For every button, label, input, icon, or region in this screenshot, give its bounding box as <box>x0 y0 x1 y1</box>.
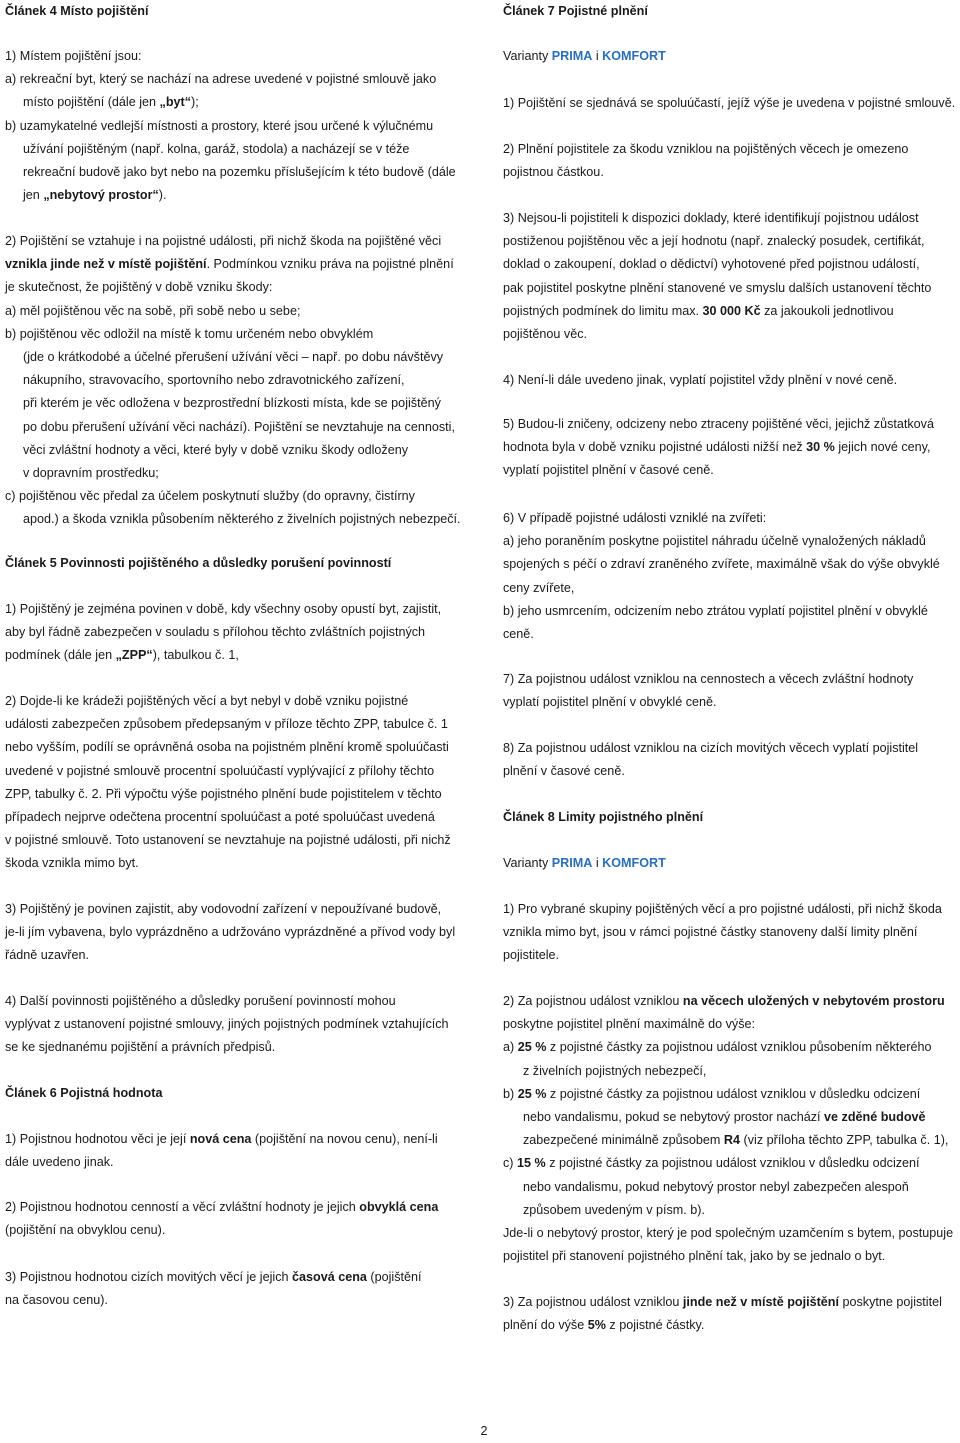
text-line <box>503 1106 959 1129</box>
text-line: b) uzamykatelné vedlejší místnosti a prostory, které jsou určené k výlučnému <box>5 118 434 133</box>
text-line: na časovou cenu). <box>5 1293 108 1308</box>
text-line <box>503 300 959 323</box>
term-jinde: vznikla jinde než v místě pojištění <box>5 257 207 272</box>
limit-percent: 5% <box>587 1318 606 1333</box>
list-item-a <box>503 530 959 600</box>
list-marker: c) <box>503 1156 517 1171</box>
text-line: pojistitele. <box>503 948 560 963</box>
variants-label: Varianty <box>503 856 552 870</box>
text-line: 2) Dojde-li ke krádeži pojištěných věcí a byt nebyl v době vzniku pojistné <box>5 694 409 708</box>
text-line: vyplývat z ustanovení pojistné smlouvy, jiných pojistných podmínek vztahujících <box>5 1017 449 1032</box>
article-8-paragraph-3 <box>503 1291 959 1337</box>
text-line: 6) V případě pojistné události vzniklé na zvířeti: <box>503 511 767 525</box>
text-line: spojených s péčí o zdraví zraněného zvířete, maximálně však do výše obvyklé <box>503 557 940 572</box>
text-line: pojistitel při stanovení pojistného plnění tak, jako by se jednalo o byt. <box>503 1249 886 1264</box>
text-line <box>5 1128 471 1151</box>
text-line: plnění do výše <box>503 1318 588 1333</box>
article-5-paragraph-4 <box>5 990 471 1060</box>
text-line <box>503 1129 959 1152</box>
limit-percent: 15 % <box>517 1156 546 1171</box>
text-line: 4) Další povinnosti pojištěného a důsledky porušení povinností mohou <box>5 994 396 1008</box>
article-4-paragraph-2 <box>5 230 471 532</box>
text-line: vyplatí pojistitel plnění v obvyklé ceně. <box>503 695 717 710</box>
text-line: z živelních pojistných nebezpečí, <box>523 1063 707 1078</box>
text-line: a) jeho poraněním poskytne pojistitel náhradu účelně vynaložených nákladů <box>503 534 926 549</box>
text-line: doklad o zakoupení, doklad o dědictví) vyhotovené před pojistnou událostí, <box>503 257 920 272</box>
text-line: ceně. <box>503 627 534 642</box>
list-item-a <box>503 1036 959 1059</box>
term-zdena-budova: ve zděné budově <box>824 1110 926 1125</box>
text-line: nebo vyšším, podílí se oprávněná osoba na pojistném plnění kromě spoluúčasti <box>5 740 449 755</box>
text-line: Jde-li o nebytový prostor, který je pod společným uzamčením s bytem, postupuje <box>503 1226 954 1241</box>
article-6-paragraph-2 <box>5 1196 471 1242</box>
article-7-paragraph-7 <box>503 668 959 714</box>
text-line: rekreační budově jako byt nebo na pozemku příslušejícím k této budově (dále <box>23 165 456 180</box>
term-obvykla-cena: obvyklá cena <box>359 1200 439 1214</box>
article-6-paragraph-3 <box>5 1266 471 1312</box>
term-nebytovy-prostor: „nebytový prostor“ <box>43 188 159 203</box>
article-7-paragraph-6 <box>503 507 959 646</box>
article-4 <box>5 0 471 23</box>
text-line: z pojistné částky za pojistnou událost vzniklou v důsledku odcizení <box>545 1156 920 1171</box>
article-4-heading: Článek 4 Místo pojištění <box>5 4 149 18</box>
text-line: se ke sjednanému pojištění a právních předpisů. <box>5 1040 276 1055</box>
variants-conjunction: i <box>592 49 603 63</box>
article-8-variants <box>503 852 959 875</box>
text-line: 1) Pojištění se sjednává se spoluúčastí, jejíž výše je uvedena v pojistné smlouvě. <box>503 96 956 110</box>
article-5-paragraph-2 <box>5 690 471 876</box>
text-line: 3) Za pojistnou událost vzniklou <box>503 1295 683 1309</box>
text-line: nákupního, stravovacího, sportovního nebo zdravotnického zařízení, <box>23 373 405 388</box>
variants-conjunction: i <box>592 856 603 870</box>
text-line: v pojistné smlouvě. Toto ustanovení se nevztahuje na pojistné události, při nichž <box>5 833 451 848</box>
text-line: pojistných podmínek do limitu max. <box>503 303 703 318</box>
text-line: nebo vandalismu, pokud nebytový prostor nebyl zabezpečen alespoň <box>523 1179 909 1194</box>
term-r4: R4 <box>723 1133 741 1148</box>
text-line: 3) Pojistnou hodnotou cizích movitých věcí je jejich <box>5 1270 292 1284</box>
text-line: (jde o krátkodobé a účelné přerušení užívání věci – např. po dobu návštěvy <box>23 350 444 365</box>
text-line <box>5 644 471 667</box>
text-line: řádně uzavřen. <box>5 948 90 963</box>
article-8-paragraph-1 <box>503 898 959 968</box>
article-7 <box>503 0 959 23</box>
term-byt: „byt“ <box>159 95 191 110</box>
text-line: případech nejprve odečtena procentní spoluúčast a poté spoluúčast uvedená <box>5 810 435 825</box>
list-marker: a) <box>503 1040 518 1055</box>
text-line: 2) Za pojistnou událost vzniklou <box>503 994 683 1008</box>
term-casova-cena: časová cena <box>292 1270 367 1284</box>
article-6 <box>5 1082 471 1105</box>
page-number: 2 <box>480 1424 488 1438</box>
text-line: nebo vandalismu, pokud se nebytový prostor nachází <box>523 1110 825 1125</box>
text-line: 2) Plnění pojistitele za škodu vzniklou na pojištěných věcech je omezeno <box>503 142 909 156</box>
text-line: uvedené v pojistné smlouvě procentní spoluúčastí vyplývající z přílohy těchto <box>5 763 435 778</box>
text-line: 1) Pro vybrané skupiny pojištěných věcí a pro pojistné události, při nichž škoda <box>503 902 942 916</box>
article-8 <box>503 806 959 829</box>
list-marker: b) <box>503 1086 518 1101</box>
text-line: 2) Pojištění se vztahuje i na pojistné události, při nichž škoda na pojištěné věci <box>5 234 442 248</box>
article-5-paragraph-1 <box>5 598 471 668</box>
list-item-a: a) měl pojištěnou věc na sobě, při sobě nebo u sebe; <box>5 303 301 318</box>
list-item-b <box>503 1083 959 1106</box>
text-line: a) rekreační byt, který se nachází na adrese uvedené v pojistné smlouvě jako <box>5 72 437 87</box>
article-7-variants <box>503 45 959 68</box>
limit-percent: 25 % <box>517 1040 547 1055</box>
article-7-heading: Článek 7 Pojistné plnění <box>503 4 648 18</box>
text-line <box>503 990 959 1013</box>
article-7-paragraph-4 <box>503 369 959 392</box>
text-line: události zabezpečen způsobem předepsaným v příloze těchto ZPP, tabulce č. 1 <box>5 717 448 732</box>
text-line: věci zvláštní hodnoty a věci, které byly v době vzniku škody odloženy <box>23 442 409 457</box>
variant-komfort: KOMFORT <box>602 49 666 63</box>
text-line: poskytne pojistitel plnění maximálně do výše: <box>503 1017 756 1032</box>
text-line: jen <box>23 188 44 203</box>
list-item-b <box>503 600 959 646</box>
variants-label: Varianty <box>503 49 552 63</box>
text-line: c) pojištěnou věc předal za účelem poskytnutí služby (do opravny, čistírny <box>5 489 415 504</box>
text-line <box>503 1291 959 1314</box>
text-line: 8) Za pojistnou událost vzniklou na cizích movitých věcech vyplatí pojistitel <box>503 741 919 755</box>
variant-komfort: KOMFORT <box>602 856 666 870</box>
text-line: 3) Pojištěný je povinen zajistit, aby vodovodní zařízení v nepoužívané budově, <box>5 902 442 916</box>
article-8-heading: Článek 8 Limity pojistného plnění <box>503 810 704 824</box>
variant-prima: PRIMA <box>551 856 593 870</box>
text-line: ceny zvířete, <box>503 580 575 595</box>
text-line: je skutečnost, že pojištěný v době vzniku škody: <box>5 280 273 295</box>
text-line: podmínek (dále jen <box>5 648 116 663</box>
list-item-b <box>5 323 471 485</box>
text-line: b) jeho usmrcením, odcizením nebo ztrátou vyplatí pojistitel plnění v obvyklé <box>503 603 928 618</box>
text-line: 1) Pojistnou hodnotou věci je její <box>5 1132 190 1146</box>
limit-percent: 25 % <box>517 1086 547 1101</box>
article-6-paragraph-1 <box>5 1128 471 1174</box>
text-line <box>5 1266 471 1289</box>
term-jinde: jinde než v místě pojištění <box>682 1295 839 1309</box>
text-line: vznikla mimo byt, jsou v rámci pojistné částky stanoveny další limity plnění <box>503 925 918 940</box>
text-line: aby byl řádně zabezpečen v souladu s přílohou těchto zvláštních pojistných <box>5 625 426 640</box>
text-line: 1) Pojištěný je zejména povinen v době, kdy všechny osoby opustí byt, zajistit, <box>5 602 442 616</box>
list-item-c <box>503 1152 959 1175</box>
list-item-a <box>5 68 471 114</box>
text-line: z pojistné částky. <box>605 1318 705 1333</box>
text-line: škoda vznikla mimo byt. <box>5 856 139 871</box>
text-line: za jakoukoli jednotlivou <box>760 303 894 318</box>
article-6-heading: Článek 6 Pojistná hodnota <box>5 1086 163 1100</box>
text-line: z pojistné částky za pojistnou událost vzniklou působením některého <box>546 1040 932 1055</box>
article-8-paragraph-2 <box>503 990 959 1268</box>
variant-prima: PRIMA <box>551 49 593 63</box>
article-5 <box>5 552 471 575</box>
article-7-paragraph-8 <box>503 737 959 783</box>
text-line <box>5 253 471 276</box>
article-7-paragraph-1 <box>503 92 959 115</box>
text-line: jejich nové ceny, <box>834 440 931 455</box>
text-line <box>5 1196 471 1219</box>
article-5-heading: Článek 5 Povinnosti pojištěného a důsledky porušení povinností <box>5 556 392 570</box>
text-line: (pojištění na obvyklou cenu). <box>5 1223 166 1238</box>
threshold-percent: 30 % <box>806 440 835 455</box>
text-line: postiženou pojištěnou věc a její hodnotu (např. znalecký posudek, certifikát, <box>503 234 925 249</box>
term-nebytovy-prostor: na věcech uložených v nebytovém prostoru <box>682 994 945 1008</box>
text-line: ), tabulkou č. 1, <box>152 648 239 663</box>
article-7-paragraph-2 <box>503 138 959 184</box>
text-line: při kterém je věc odložena v bezprostřední blízkosti místa, kde se pojištěný <box>23 396 441 411</box>
text-line: b) pojištěnou věc odložil na místě k tomu určeném nebo obvyklém <box>5 326 374 341</box>
text-line: po dobu přerušení užívání věci nachází). Pojištění se nevztahuje na cennosti, <box>23 419 455 434</box>
text-line: ); <box>191 95 199 110</box>
text-line: ). <box>158 188 167 203</box>
article-7-paragraph-3 <box>503 207 959 346</box>
text-line: (pojištění na novou cenu), není-li <box>251 1132 438 1146</box>
text-line: . Podmínkou vzniku práva na pojistné plnění <box>206 257 454 272</box>
text-line: 5) Budou-li zničeny, odcizeny nebo ztraceny pojištěné věci, jejichž zůstatková <box>503 417 934 431</box>
text-line: je-li jím vybavena, bylo vyprázdněno a udržováno vyprázdněné a přívod vody byl <box>5 925 456 940</box>
text-line: vyplatí pojistitel plnění v časové ceně. <box>503 463 714 478</box>
text-line: poskytne pojistitel <box>838 1295 942 1309</box>
text-line: 1) Místem pojištění jsou: <box>5 49 142 63</box>
variants-line <box>503 852 959 875</box>
list-item-c <box>5 485 471 531</box>
term-zpp: „ZPP“ <box>115 648 153 663</box>
text-line: způsobem uvedeným v písm. b). <box>523 1202 705 1217</box>
text-line: (pojištění <box>366 1270 422 1284</box>
text-line: dále uvedeno jinak. <box>5 1155 114 1170</box>
text-line: (viz příloha těchto ZPP, tabulka č. 1), <box>740 1133 949 1148</box>
limit-amount: 30 000 Kč <box>702 303 761 318</box>
article-4-paragraph-1 <box>5 45 471 207</box>
text-line: pojistnou částkou. <box>503 165 604 180</box>
text-line: 3) Nejsou-li pojistiteli k dispozici doklady, které identifikují pojistnou událost <box>503 211 919 225</box>
text-line: zabezpečené minimálně způsobem <box>523 1133 724 1148</box>
text-line: 2) Pojistnou hodnotou cenností a věcí zvláštní hodnoty je jejich <box>5 1200 360 1214</box>
text-line: v dopravním prostředku; <box>23 466 159 481</box>
text-line: pojištěnou věc. <box>503 327 588 342</box>
text-line: 4) Není-li dále uvedeno jinak, vyplatí pojistitel vždy plnění v nové ceně. <box>503 373 898 387</box>
text-line: hodnota byla v době vzniku pojistné události nižší než <box>503 440 807 455</box>
list-item-b <box>5 115 471 208</box>
variants-line <box>503 45 959 68</box>
text-line: z pojistné částky za pojistnou událost vzniklou v důsledku odcizení <box>546 1086 921 1101</box>
text-line <box>503 436 959 459</box>
text-line: ZPP, tabulky č. 2. Při výpočtu výše pojistného plnění bude pojistitelem v těchto <box>5 786 442 801</box>
text-line: apod.) a škoda vznikla působením některého z živelních pojistných nebezpečí. <box>23 512 461 527</box>
text-line: místo pojištění (dále jen <box>23 95 160 110</box>
article-7-paragraph-5 <box>503 413 959 483</box>
text-line: 7) Za pojistnou událost vzniklou na cennostech a věcech zvláštní hodnoty <box>503 672 914 686</box>
text-line: pak pojistitel poskytne plnění stanovené ve smyslu dalších ustanovení těchto <box>503 280 932 295</box>
text-line <box>503 1314 959 1337</box>
article-5-paragraph-3 <box>5 898 471 968</box>
term-nova-cena: nová cena <box>189 1132 252 1146</box>
text-line: užívání pojištěným (např. kolna, garáž, stodola) a nacházejí se v téže <box>23 141 410 156</box>
text-line: plnění v časové ceně. <box>503 764 625 779</box>
